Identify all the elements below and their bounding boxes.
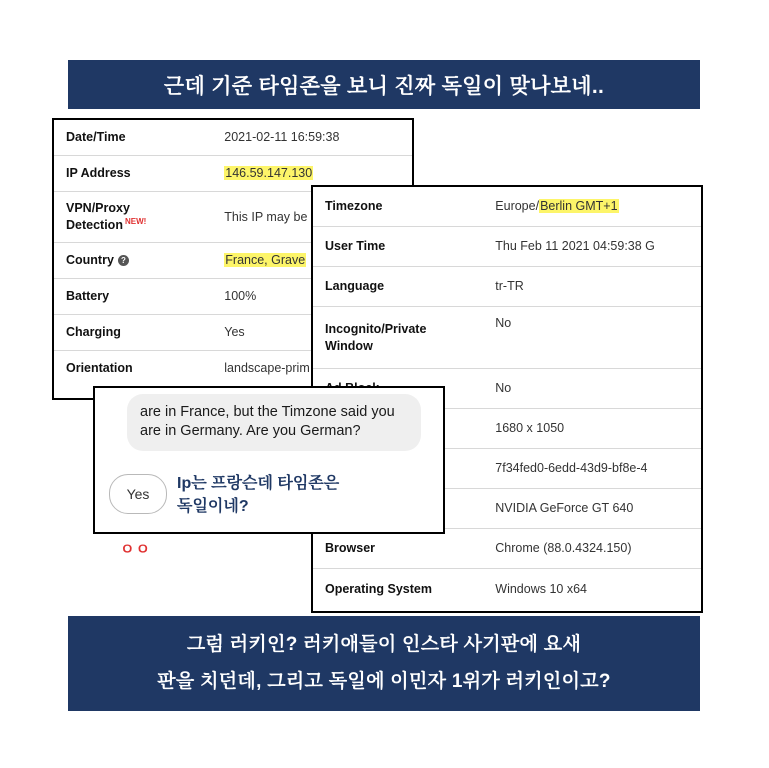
row-value-device-id: 7f34fed0-6edd-43d9-bf8e-4 bbox=[495, 461, 648, 476]
row-value-user-time: Thu Feb 11 2021 04:59:38 G bbox=[495, 239, 655, 254]
row-label-operating-system: Operating System bbox=[325, 581, 432, 596]
row-value-date-time: 2021-02-11 16:59:38 bbox=[224, 130, 340, 145]
new-badge: NEW! bbox=[124, 216, 147, 226]
table-row bbox=[313, 307, 701, 369]
table-row bbox=[313, 529, 701, 569]
table-row bbox=[313, 569, 701, 609]
table-row bbox=[313, 187, 701, 227]
row-label-incognito-window: Incognito/Private Window bbox=[325, 321, 427, 353]
row-value-incognito-window: No bbox=[495, 316, 512, 330]
row-value-orientation: landscape-prim bbox=[224, 361, 310, 376]
row-label-ip-address: IP Address bbox=[66, 166, 131, 181]
row-label-battery: Battery bbox=[66, 288, 110, 303]
korean-annotation-line2: 독일이네? bbox=[177, 498, 249, 516]
vpn-proxy-label-text: VPN/Proxy Detection bbox=[66, 201, 130, 233]
row-value-timezone bbox=[483, 190, 701, 223]
row-value-screen-resolution: 1680 x 1050 bbox=[495, 421, 565, 436]
bottom-caption-line2: 판을 치던데, 그리고 독일에 이민자 1위가 러키인이고? bbox=[157, 670, 611, 692]
row-label-language: Language bbox=[325, 279, 385, 294]
row-value-battery: 100% bbox=[224, 288, 257, 303]
country-label-text: Country bbox=[66, 252, 114, 267]
row-label-charging: Charging bbox=[66, 324, 121, 339]
row-value-charging: Yes bbox=[224, 324, 245, 339]
row-label-user-time: User Time bbox=[325, 239, 386, 254]
row-label-country bbox=[54, 244, 212, 277]
bottom-caption-banner bbox=[68, 616, 700, 711]
timezone-prefix: Europe/ bbox=[495, 199, 540, 214]
row-value-language: tr-TR bbox=[495, 279, 524, 294]
row-label-vpn-proxy-detection bbox=[54, 192, 212, 242]
top-caption-text: 근데 기준 타임존을 보니 진짜 독일이 맞나보네.. bbox=[163, 74, 605, 98]
top-caption-banner bbox=[68, 60, 700, 109]
country-highlight: France, Grave bbox=[225, 252, 306, 267]
row-label-date-time: Date/Time bbox=[66, 130, 126, 145]
timezone-highlight: Berlin GMT+1 bbox=[540, 199, 618, 214]
help-icon[interactable]: ? bbox=[118, 255, 129, 266]
korean-annotation bbox=[177, 472, 427, 518]
row-label-browser: Browser bbox=[325, 541, 376, 556]
table-row bbox=[313, 267, 701, 307]
bottom-caption-line1: 그럼 러키인? 러키애들이 인스타 사기판에 요새 bbox=[186, 634, 582, 656]
row-label-orientation: Orientation bbox=[66, 361, 133, 376]
oo-annotation: ㅇㅇ bbox=[120, 541, 151, 558]
row-value-gpu: NVIDIA GeForce GT 640 bbox=[495, 501, 634, 516]
chat-reply-yes-button[interactable]: Yes bbox=[109, 474, 167, 514]
row-value-ad-block: No bbox=[495, 381, 512, 396]
table-row bbox=[313, 227, 701, 267]
chat-overlay-panel bbox=[93, 386, 445, 534]
chat-message-bubble: are in France, but the Timzone said you are in Germany. Are you German? bbox=[127, 394, 421, 451]
table-row bbox=[54, 120, 412, 156]
row-value-vpn-proxy-detection: This IP may be bbox=[224, 209, 308, 224]
ip-address-highlight: 146.59.147.130 bbox=[225, 166, 313, 181]
row-label-timezone: Timezone bbox=[325, 199, 383, 214]
korean-annotation-line1: Ip는 프랑슨데 타임존은 bbox=[177, 475, 340, 492]
row-value-browser: Chrome (88.0.4324.150) bbox=[495, 541, 632, 556]
row-value-operating-system: Windows 10 x64 bbox=[495, 581, 587, 596]
